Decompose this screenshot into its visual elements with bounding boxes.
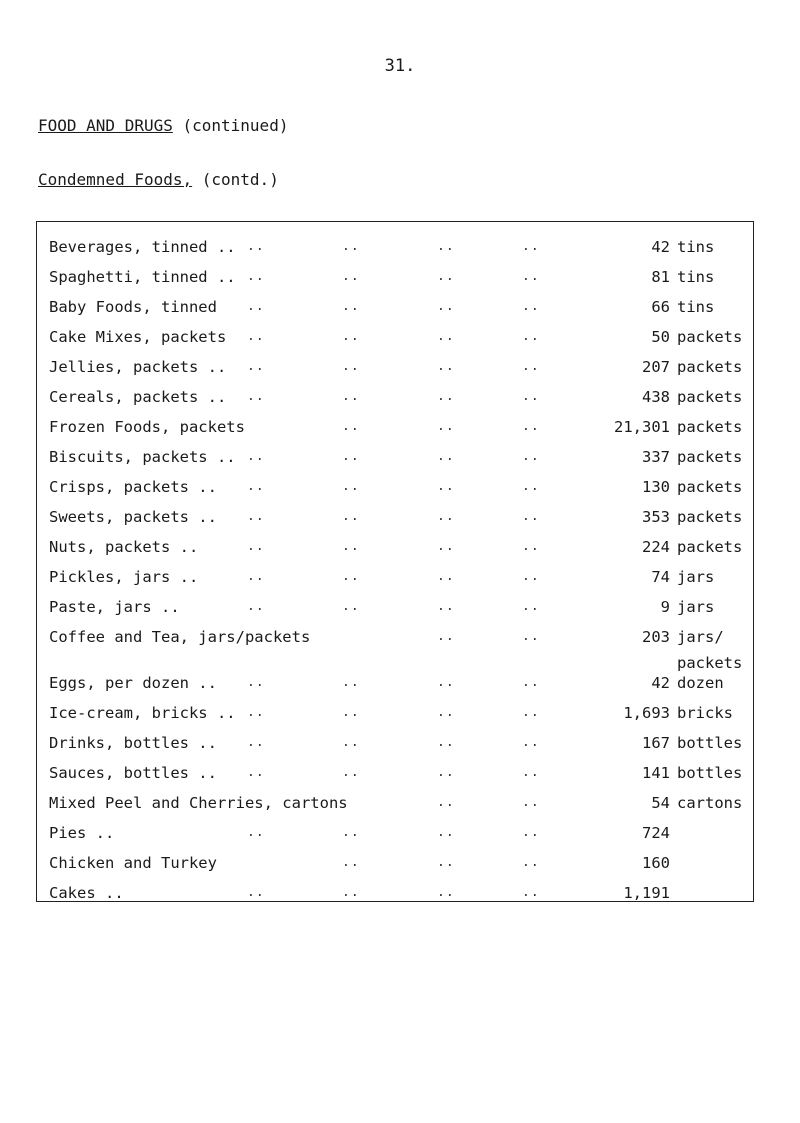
unit-continued: packets [677, 654, 743, 672]
subsection-heading-underlined: Condemned Foods, [38, 170, 193, 189]
table-row [37, 293, 753, 321]
leader-dots: .. [247, 569, 265, 584]
leader-dots: .. [342, 825, 360, 840]
item-name: Coffee and Tea, jars/packets [49, 628, 311, 646]
leader-dots: .. [342, 479, 360, 494]
leader-dots: .. [522, 329, 540, 344]
quantity: 160 [642, 854, 670, 872]
leader-dots: .. [247, 675, 265, 690]
leader-dots: .. [437, 855, 455, 870]
leader-dots: .. [437, 299, 455, 314]
quantity: 1,693 [623, 704, 670, 722]
leader-dots: .. [522, 855, 540, 870]
leader-dots: .. [247, 765, 265, 780]
leader-dots: .. [522, 599, 540, 614]
leader-dots: .. [342, 855, 360, 870]
table-row [37, 849, 753, 877]
quantity: 42 [651, 238, 670, 256]
table-row [37, 623, 753, 672]
item-name: Jellies, packets .. [49, 358, 227, 376]
quantity: 438 [642, 388, 670, 406]
item-name: Drinks, bottles .. [49, 734, 217, 752]
quantity: 54 [651, 794, 670, 812]
unit: packets [677, 328, 743, 346]
subsection-heading-rest: (contd.) [192, 170, 279, 189]
leader-dots: .. [342, 539, 360, 554]
table-row [37, 669, 753, 697]
leader-dots: .. [522, 479, 540, 494]
leader-dots: .. [342, 599, 360, 614]
item-name: Cake Mixes, packets [49, 328, 227, 346]
table-row [37, 323, 753, 351]
table-row [37, 729, 753, 757]
leader-dots: .. [342, 569, 360, 584]
unit: jars [677, 598, 715, 616]
leader-dots: .. [437, 705, 455, 720]
unit: packets [677, 538, 743, 556]
page-number: 31. [384, 56, 416, 76]
leader-dots: .. [437, 509, 455, 524]
leader-dots: .. [247, 329, 265, 344]
quantity: 66 [651, 298, 670, 316]
leader-dots: .. [522, 359, 540, 374]
item-name: Chicken and Turkey [49, 854, 217, 872]
quantity: 167 [642, 734, 670, 752]
section-heading [38, 116, 288, 135]
unit: dozen [677, 674, 724, 692]
quantity: 224 [642, 538, 670, 556]
table-row [37, 699, 753, 727]
item-name: Frozen Foods, packets [49, 418, 245, 436]
quantity: 42 [651, 674, 670, 692]
quantity: 724 [642, 824, 670, 842]
item-name: Spaghetti, tinned .. [49, 268, 236, 286]
condemned-foods-table [36, 221, 754, 902]
leader-dots: .. [437, 795, 455, 810]
leader-dots: .. [522, 629, 540, 644]
leader-dots: .. [522, 509, 540, 524]
unit: packets [677, 358, 743, 376]
table-row [37, 263, 753, 291]
leader-dots: .. [342, 705, 360, 720]
unit: bricks [677, 704, 733, 722]
leader-dots: .. [522, 449, 540, 464]
quantity: 203 [642, 628, 670, 646]
item-name: Paste, jars .. [49, 598, 180, 616]
item-name: Sauces, bottles .. [49, 764, 217, 782]
table-row [37, 759, 753, 787]
leader-dots: .. [522, 269, 540, 284]
leader-dots: .. [342, 675, 360, 690]
item-name: Ice-cream, bricks .. [49, 704, 236, 722]
leader-dots: .. [342, 509, 360, 524]
quantity: 1,191 [623, 884, 670, 902]
leader-dots: .. [247, 359, 265, 374]
leader-dots: .. [342, 389, 360, 404]
quantity: 207 [642, 358, 670, 376]
table-row [37, 593, 753, 621]
leader-dots: .. [342, 359, 360, 374]
leader-dots: .. [437, 269, 455, 284]
leader-dots: .. [522, 735, 540, 750]
table-row [37, 503, 753, 531]
leader-dots: .. [522, 705, 540, 720]
leader-dots: .. [342, 735, 360, 750]
item-name: Cakes .. [49, 884, 124, 902]
leader-dots: .. [247, 299, 265, 314]
item-name: Crisps, packets .. [49, 478, 217, 496]
quantity: 21,301 [614, 418, 670, 436]
leader-dots: .. [437, 885, 455, 900]
unit: tins [677, 298, 715, 316]
leader-dots: .. [437, 765, 455, 780]
quantity: 50 [651, 328, 670, 346]
subsection-heading [38, 170, 279, 189]
table-row [37, 533, 753, 561]
leader-dots: .. [247, 479, 265, 494]
item-name: Cereals, packets .. [49, 388, 227, 406]
item-name: Nuts, packets .. [49, 538, 199, 556]
leader-dots: .. [437, 629, 455, 644]
leader-dots: .. [522, 825, 540, 840]
leader-dots: .. [437, 389, 455, 404]
quantity: 74 [651, 568, 670, 586]
item-name: Pickles, jars .. [49, 568, 199, 586]
section-heading-underlined: FOOD AND DRUGS [38, 116, 173, 135]
leader-dots: .. [437, 359, 455, 374]
leader-dots: .. [522, 765, 540, 780]
unit: tins [677, 268, 715, 286]
unit: packets [677, 388, 743, 406]
leader-dots: .. [522, 539, 540, 554]
unit: packets [677, 448, 743, 466]
leader-dots: .. [437, 539, 455, 554]
table-row [37, 233, 753, 261]
leader-dots: .. [522, 299, 540, 314]
table-row [37, 819, 753, 847]
leader-dots: .. [522, 419, 540, 434]
unit: tins [677, 238, 715, 256]
leader-dots: .. [437, 735, 455, 750]
unit: packets [677, 508, 743, 526]
item-name: Pies .. [49, 824, 115, 842]
leader-dots: .. [342, 419, 360, 434]
quantity: 141 [642, 764, 670, 782]
leader-dots: .. [247, 599, 265, 614]
item-name: Sweets, packets .. [49, 508, 217, 526]
leader-dots: .. [247, 269, 265, 284]
leader-dots: .. [247, 825, 265, 840]
leader-dots: .. [437, 675, 455, 690]
leader-dots: .. [437, 479, 455, 494]
table-row [37, 383, 753, 411]
quantity: 353 [642, 508, 670, 526]
leader-dots: .. [522, 569, 540, 584]
section-heading-rest: (continued) [172, 116, 289, 135]
unit: bottles [677, 734, 743, 752]
item-name: Eggs, per dozen .. [49, 674, 217, 692]
leader-dots: .. [247, 735, 265, 750]
item-name: Biscuits, packets .. [49, 448, 236, 466]
unit: bottles [677, 764, 743, 782]
table-row [37, 353, 753, 381]
unit: packets [677, 478, 743, 496]
leader-dots: .. [247, 509, 265, 524]
leader-dots: .. [247, 539, 265, 554]
quantity: 337 [642, 448, 670, 466]
item-name: Mixed Peel and Cherries, cartons [49, 794, 348, 812]
leader-dots: .. [342, 449, 360, 464]
leader-dots: .. [437, 825, 455, 840]
leader-dots: .. [437, 599, 455, 614]
leader-dots: .. [522, 795, 540, 810]
leader-dots: .. [522, 675, 540, 690]
leader-dots: .. [247, 389, 265, 404]
item-name: Beverages, tinned .. [49, 238, 236, 256]
table-row [37, 879, 753, 907]
leader-dots: .. [522, 885, 540, 900]
leader-dots: .. [342, 239, 360, 254]
leader-dots: .. [247, 239, 265, 254]
table-row [37, 789, 753, 817]
unit: jars/ [677, 628, 724, 646]
leader-dots: .. [247, 705, 265, 720]
leader-dots: .. [342, 329, 360, 344]
quantity: 9 [660, 598, 670, 616]
table-row [37, 413, 753, 441]
quantity: 130 [642, 478, 670, 496]
item-name: Baby Foods, tinned [49, 298, 217, 316]
table-row [37, 473, 753, 501]
leader-dots: .. [247, 449, 265, 464]
table-row [37, 563, 753, 591]
leader-dots: .. [247, 885, 265, 900]
quantity: 81 [651, 268, 670, 286]
leader-dots: .. [437, 419, 455, 434]
leader-dots: .. [437, 569, 455, 584]
unit: packets [677, 418, 743, 436]
leader-dots: .. [342, 885, 360, 900]
leader-dots: .. [437, 239, 455, 254]
leader-dots: .. [437, 329, 455, 344]
unit: cartons [677, 794, 743, 812]
leader-dots: .. [342, 299, 360, 314]
leader-dots: .. [342, 269, 360, 284]
leader-dots: .. [437, 449, 455, 464]
leader-dots: .. [522, 239, 540, 254]
table-row [37, 443, 753, 471]
unit: jars [677, 568, 715, 586]
leader-dots: .. [342, 765, 360, 780]
leader-dots: .. [522, 389, 540, 404]
